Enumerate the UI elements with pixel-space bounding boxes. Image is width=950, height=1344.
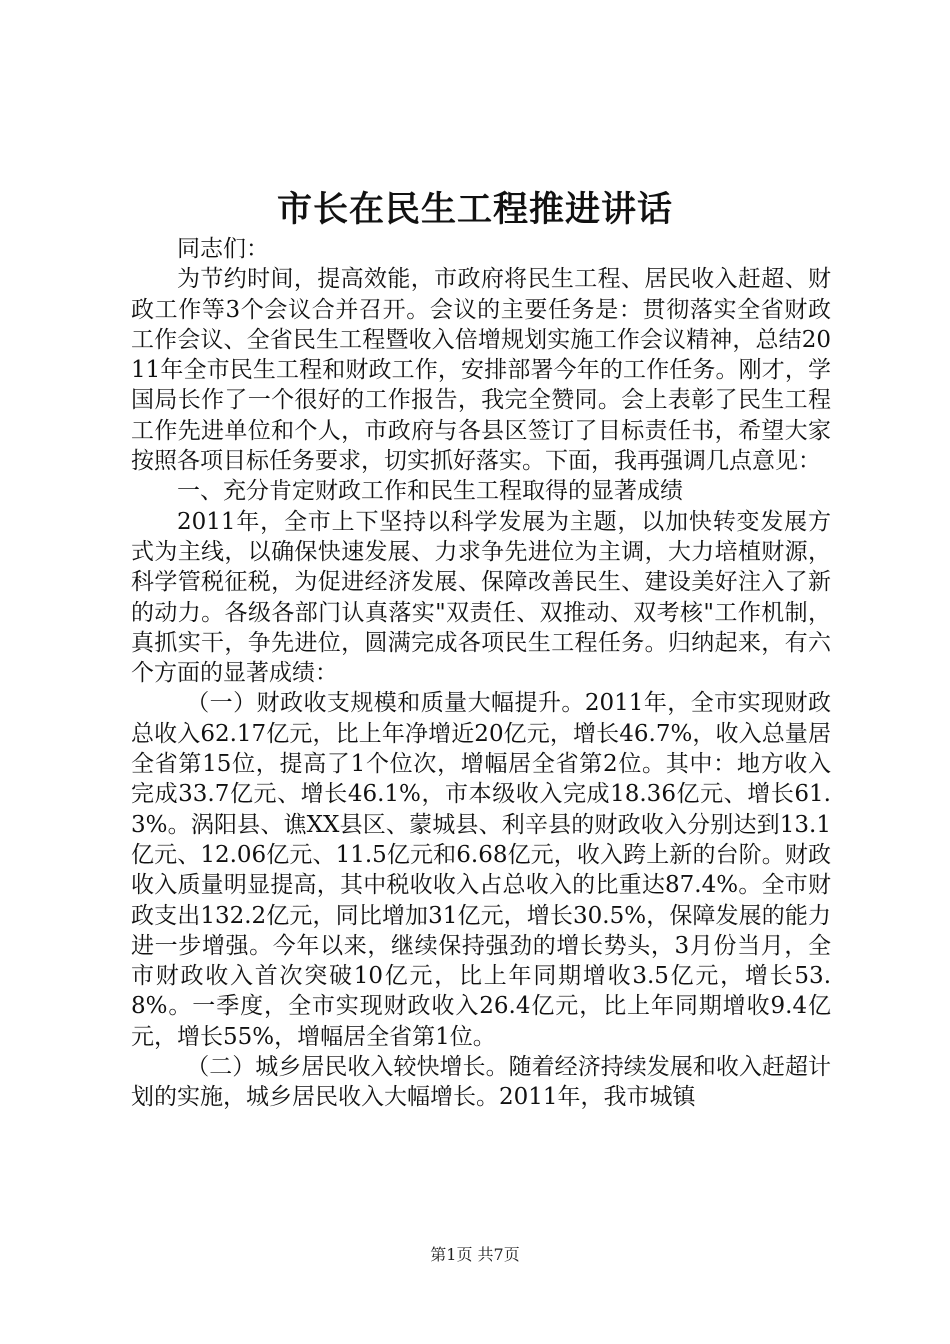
paragraph-intro: 为节约时间，提高效能，市政府将民生工程、居民收入赶超、财政工作等3个会议合并召开。会议的主要任务是：贯彻落实全省财政工作会议、全省民生工程暨收入倍增规划实施工作会议精神，总结2011年全市民生工程和财政工作，安排部署今年的工作任务。刚才，学国局长作了一个很好的工作报告，我完全赞同。会上表彰了民生工程工作先进单位和个人，市政府与各县区签订了目标责任书，希望大家按照各项目标任务要求，切实抓好落实。下面，我再强调几点意见： xyxy=(131,266,831,475)
paragraph-fiscal: （一）财政收支规模和质量大幅提升。2011年，全市实现财政总收入62.17亿元，比上年净增近20亿元，增长46.7%，收入总量居全省第15位，提高了1个位次，增幅居全省第2位。其中：地方收入完成33.7亿元、增长46.1%，市本级收入完成18.36亿元、增长61.3%。涡阳县、谯XX县区、蒙城县、利辛县的财政收入分别达到13.1亿元、12.06亿元、11.5亿元和6.68亿元，收入跨上新的台阶。财政收入质量明显提高，其中税收收入占总收入的比重达87.4%。全市财政支出132.2亿元，同比增加31亿元，增长30.5%，保障发展的能力进一步增强。今年以来，继续保持强劲的增长势头，3月份当月，全市财政收入首次突破10亿元，比上年同期增收3.5亿元，增长53.8%。一季度，全市实现财政收入26.4亿元，比上年同期增收9.4亿元，增长55%，增幅居全省第1位。 xyxy=(131,690,831,1050)
document-body xyxy=(131,234,831,1113)
salutation: 同志们： xyxy=(177,236,269,262)
paragraph-achievements: 2011年，全市上下坚持以科学发展为主题，以加快转变发展方式为主线，以确保快速发展、力求争先进位为主调，大力培植财源，科学管税征税，为促进经济发展、保障改善民生、建设美好注入了新的动力。各级各部门认真落实"双责任、双推动、双考核"工作机制，真抓实干，争先进位，圆满完成各项民生工程任务。归纳起来，有六个方面的显著成绩： xyxy=(131,508,831,687)
document-title: 市长在民生工程推进讲话 xyxy=(276,189,673,230)
paragraph-income: （二）城乡居民收入较快增长。随着经济持续发展和收入赶超计划的实施，城乡居民收入大幅增长。2011年，我市城镇 xyxy=(131,1054,831,1111)
page-footer xyxy=(0,1244,950,1266)
section-heading-1: 一、充分肯定财政工作和民生工程取得的显著成绩 xyxy=(177,478,683,505)
page-total: 共7页 xyxy=(477,1245,520,1264)
page-number: 第1页 xyxy=(430,1245,473,1264)
